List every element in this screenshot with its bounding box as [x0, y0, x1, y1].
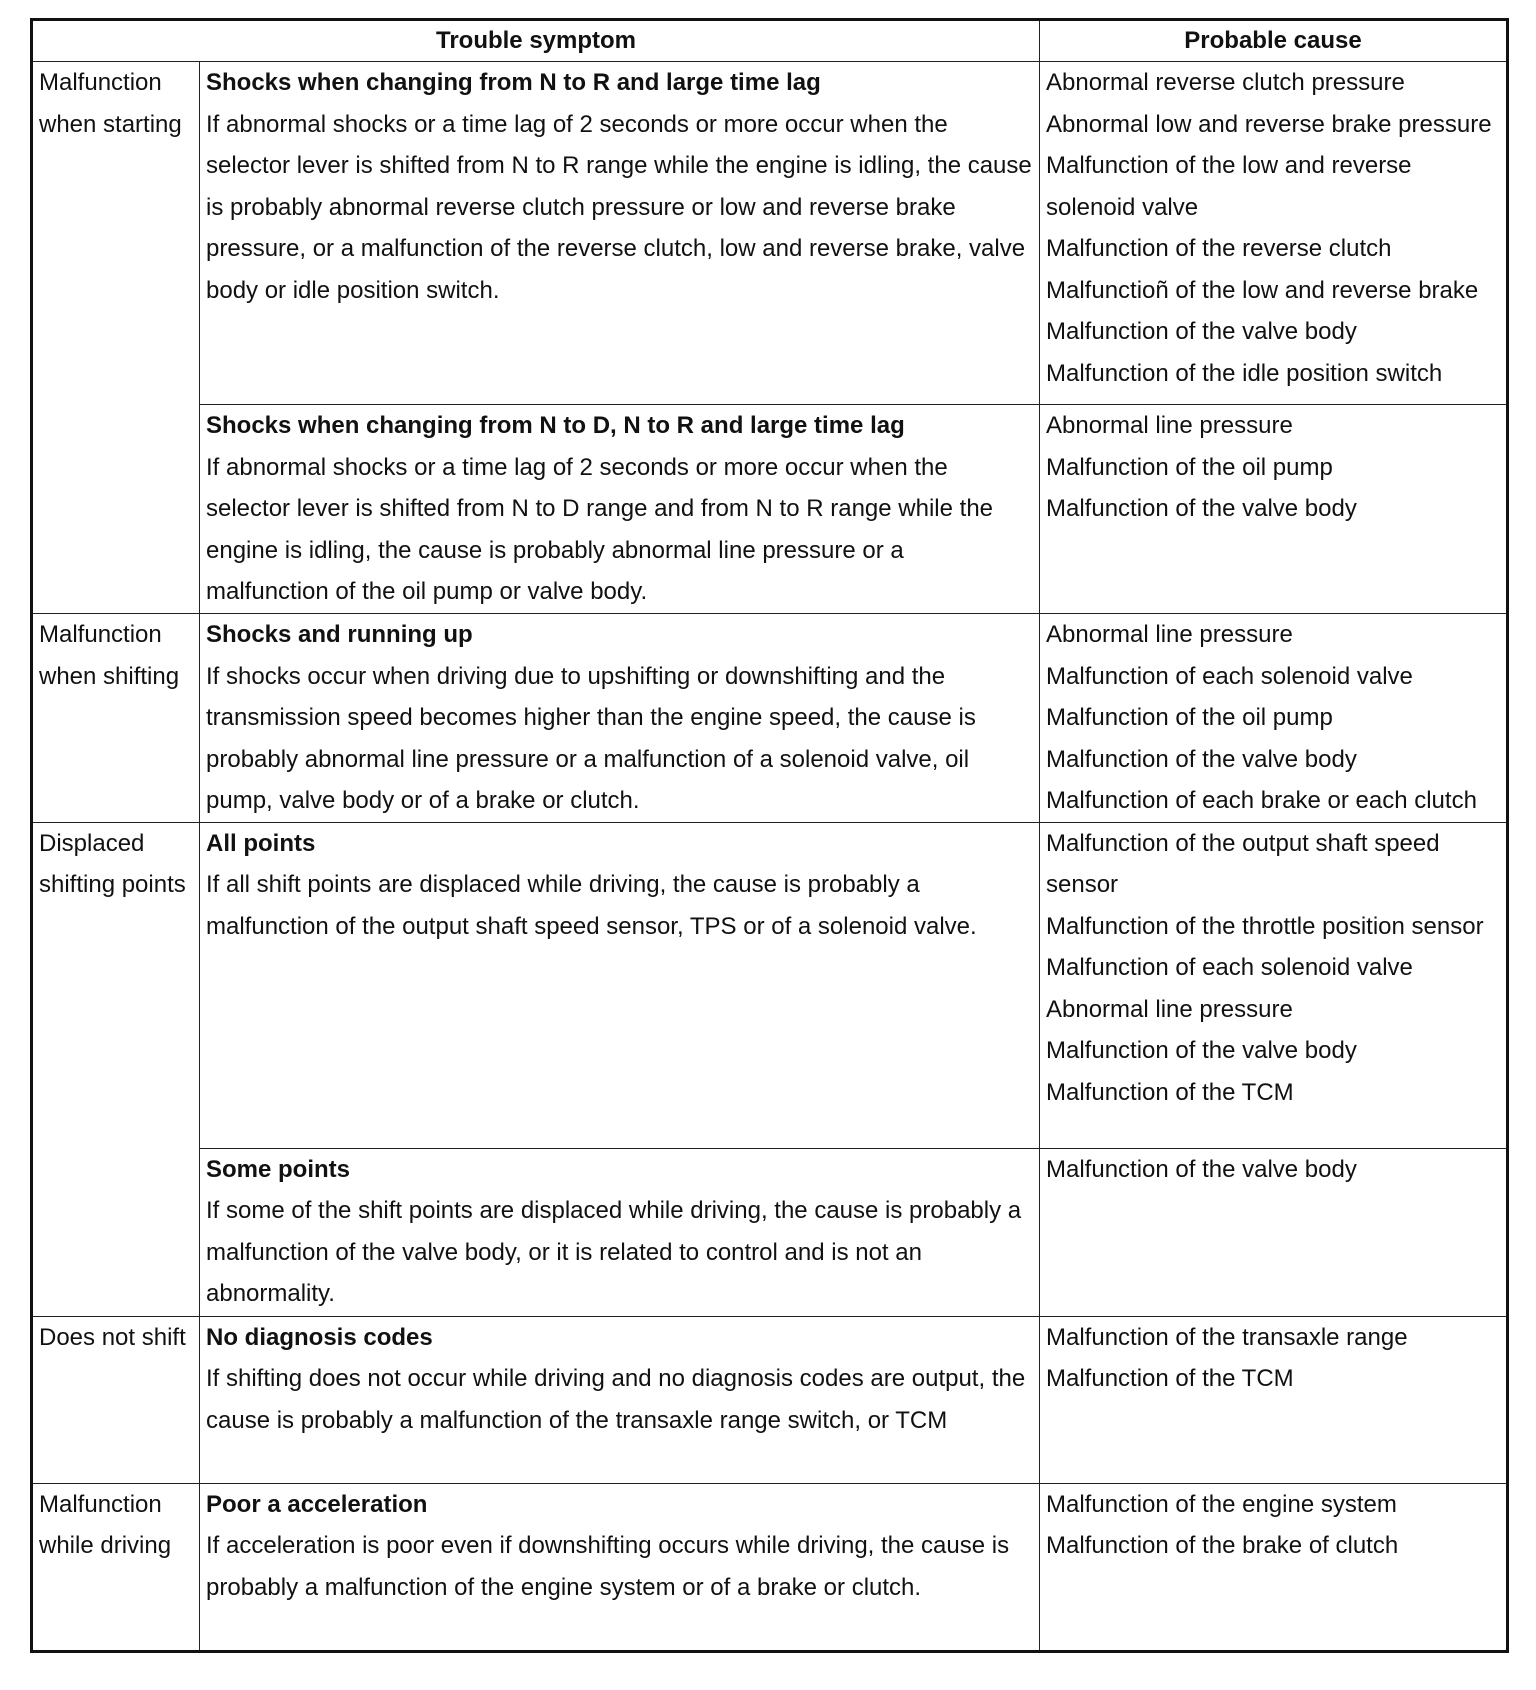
- cause-item: Malfunctioñ of the low and reverse brake: [1046, 276, 1479, 304]
- cause-item: Abnormal reverse clutch pressure: [1046, 69, 1405, 96]
- category-cell: Displaced shifting points: [32, 822, 200, 1316]
- header-trouble-symptom: Trouble symptom: [32, 20, 1040, 62]
- table-row: [32, 1483, 1508, 1651]
- header-probable-cause: Probable cause: [1040, 20, 1508, 62]
- symptom-description: If acceleration is poor even if downshifting occurs while driving, the cause is probably a malfunction of the engine system or of a brake or clutch.: [206, 1532, 1010, 1601]
- symptom-description: If abnormal shocks or a time lag of 2 seconds or more occur when the selector lever is shifted from N to D range and from N to R range while the engine is idling, the cause is probably abnormal line pressure or a malfunction of the oil pump or valve body.: [206, 453, 994, 605]
- table-row: [32, 1316, 1508, 1483]
- cause-item: Malfunction of each brake or each clutch: [1046, 787, 1477, 814]
- table-row: [32, 1148, 1508, 1316]
- symptom-description: If some of the shift points are displaced while driving, the cause is probably a malfunction of the valve body, or it is related to control and is not an abnormality.: [206, 1197, 1022, 1307]
- cause-item: Malfunction of each solenoid valve: [1046, 662, 1413, 690]
- symptom-title: Shocks when changing from N to D, N to R and large time lag: [206, 412, 905, 439]
- cause-item: Malfunction of each solenoid valve: [1046, 954, 1413, 981]
- cause-item: Malfunction of the TCM: [1046, 1365, 1294, 1392]
- table-row: [32, 62, 1508, 405]
- cause-item: Malfunction of the valve body: [1046, 745, 1357, 773]
- symptom-title: Poor a acceleration: [206, 1490, 428, 1518]
- symptom-description: If abnormal shocks or a time lag of 2 seconds or more occur when the selector lever is shifted from N to R range while the engine is idling, the cause is probably abnormal reverse clutch pressure or low and reverse brake pressure, or a malfunction of the reverse clutch, low and reverse brake, valve body or idle position switch.: [206, 110, 1032, 304]
- category-cell: Malfunction when starting: [32, 62, 200, 614]
- symptom-title: All points: [206, 829, 316, 857]
- symptom-title: Shocks and running up: [206, 621, 473, 648]
- header-row: [32, 20, 1508, 62]
- cause-cell: [1040, 1483, 1508, 1651]
- table-body: [32, 62, 1508, 1652]
- cause-cell: [1040, 62, 1508, 405]
- cause-item: Malfunction of the engine system: [1046, 1490, 1397, 1518]
- cause-cell: [1040, 405, 1508, 614]
- cause-item: Malfunction of the output shaft speed sensor: [1046, 829, 1440, 898]
- symptom-description: If all shift points are displaced while driving, the cause is probably a malfunction of the output shaft speed sensor, TPS or of a solenoid valve.: [206, 871, 977, 940]
- symptom-cell: [200, 1483, 1040, 1651]
- symptom-description: If shifting does not occur while driving and no diagnosis codes are output, the cause is probably a malfunction of the transaxle range switch, or TCM: [206, 1365, 1026, 1434]
- table-row: [32, 822, 1508, 1148]
- cause-item: Malfunction of the low and reverse solenoid valve: [1046, 152, 1412, 221]
- cause-item: Malfunction of the oil pump: [1046, 704, 1333, 731]
- category-cell: Malfunction when shifting: [32, 614, 200, 823]
- cause-item: Malfunction of the valve body: [1046, 1037, 1357, 1064]
- symptom-cell: [200, 62, 1040, 405]
- symptom-cell: [200, 614, 1040, 823]
- page: [30, 18, 1506, 1653]
- cause-item: Abnormal line pressure: [1046, 621, 1293, 648]
- cause-item: Malfunction of the throttle position sensor: [1046, 912, 1484, 940]
- symptom-description: If shocks occur when driving due to upshifting or downshifting and the transmission speed becomes higher than the engine speed, the cause is probably abnormal line pressure or a malfunction of a solenoid valve, oil pump, valve body or of a brake or clutch.: [206, 662, 976, 814]
- cause-item: Malfunction of the TCM: [1046, 1078, 1294, 1106]
- category-cell: Malfunction while driving: [32, 1483, 200, 1651]
- cause-item: Malfunction of the oil pump: [1046, 453, 1333, 481]
- cause-item: Malfunction of the valve body: [1046, 495, 1357, 522]
- cause-item: Abnormal line pressure: [1046, 995, 1293, 1023]
- cause-cell: [1040, 1148, 1508, 1316]
- cause-item: Abnormal low and reverse brake pressure: [1046, 110, 1492, 138]
- symptom-cell: [200, 405, 1040, 614]
- cause-item: Malfunction of the idle position switch: [1046, 359, 1443, 387]
- cause-item: Malfunction of the valve body: [1046, 318, 1357, 345]
- cause-item: Malfunction of the valve body: [1046, 1155, 1357, 1183]
- symptom-title: No diagnosis codes: [206, 1323, 433, 1351]
- symptom-cell: [200, 1316, 1040, 1483]
- symptom-title: Shocks when changing from N to R and large time lag: [206, 69, 821, 96]
- table-row: [32, 405, 1508, 614]
- symptom-cell: [200, 1148, 1040, 1316]
- cause-cell: [1040, 614, 1508, 823]
- cause-cell: [1040, 822, 1508, 1148]
- table-row: [32, 614, 1508, 823]
- cause-item: Malfunction of the brake of clutch: [1046, 1532, 1399, 1559]
- category-cell: Does not shift: [32, 1316, 200, 1483]
- cause-item: Malfunction of the reverse clutch: [1046, 235, 1392, 262]
- symptom-cell: [200, 822, 1040, 1148]
- cause-cell: [1040, 1316, 1508, 1483]
- cause-item: Malfunction of the transaxle range: [1046, 1323, 1408, 1351]
- symptom-title: Some points: [206, 1155, 351, 1183]
- troubleshooting-table: [30, 18, 1509, 1653]
- cause-item: Abnormal line pressure: [1046, 412, 1293, 439]
